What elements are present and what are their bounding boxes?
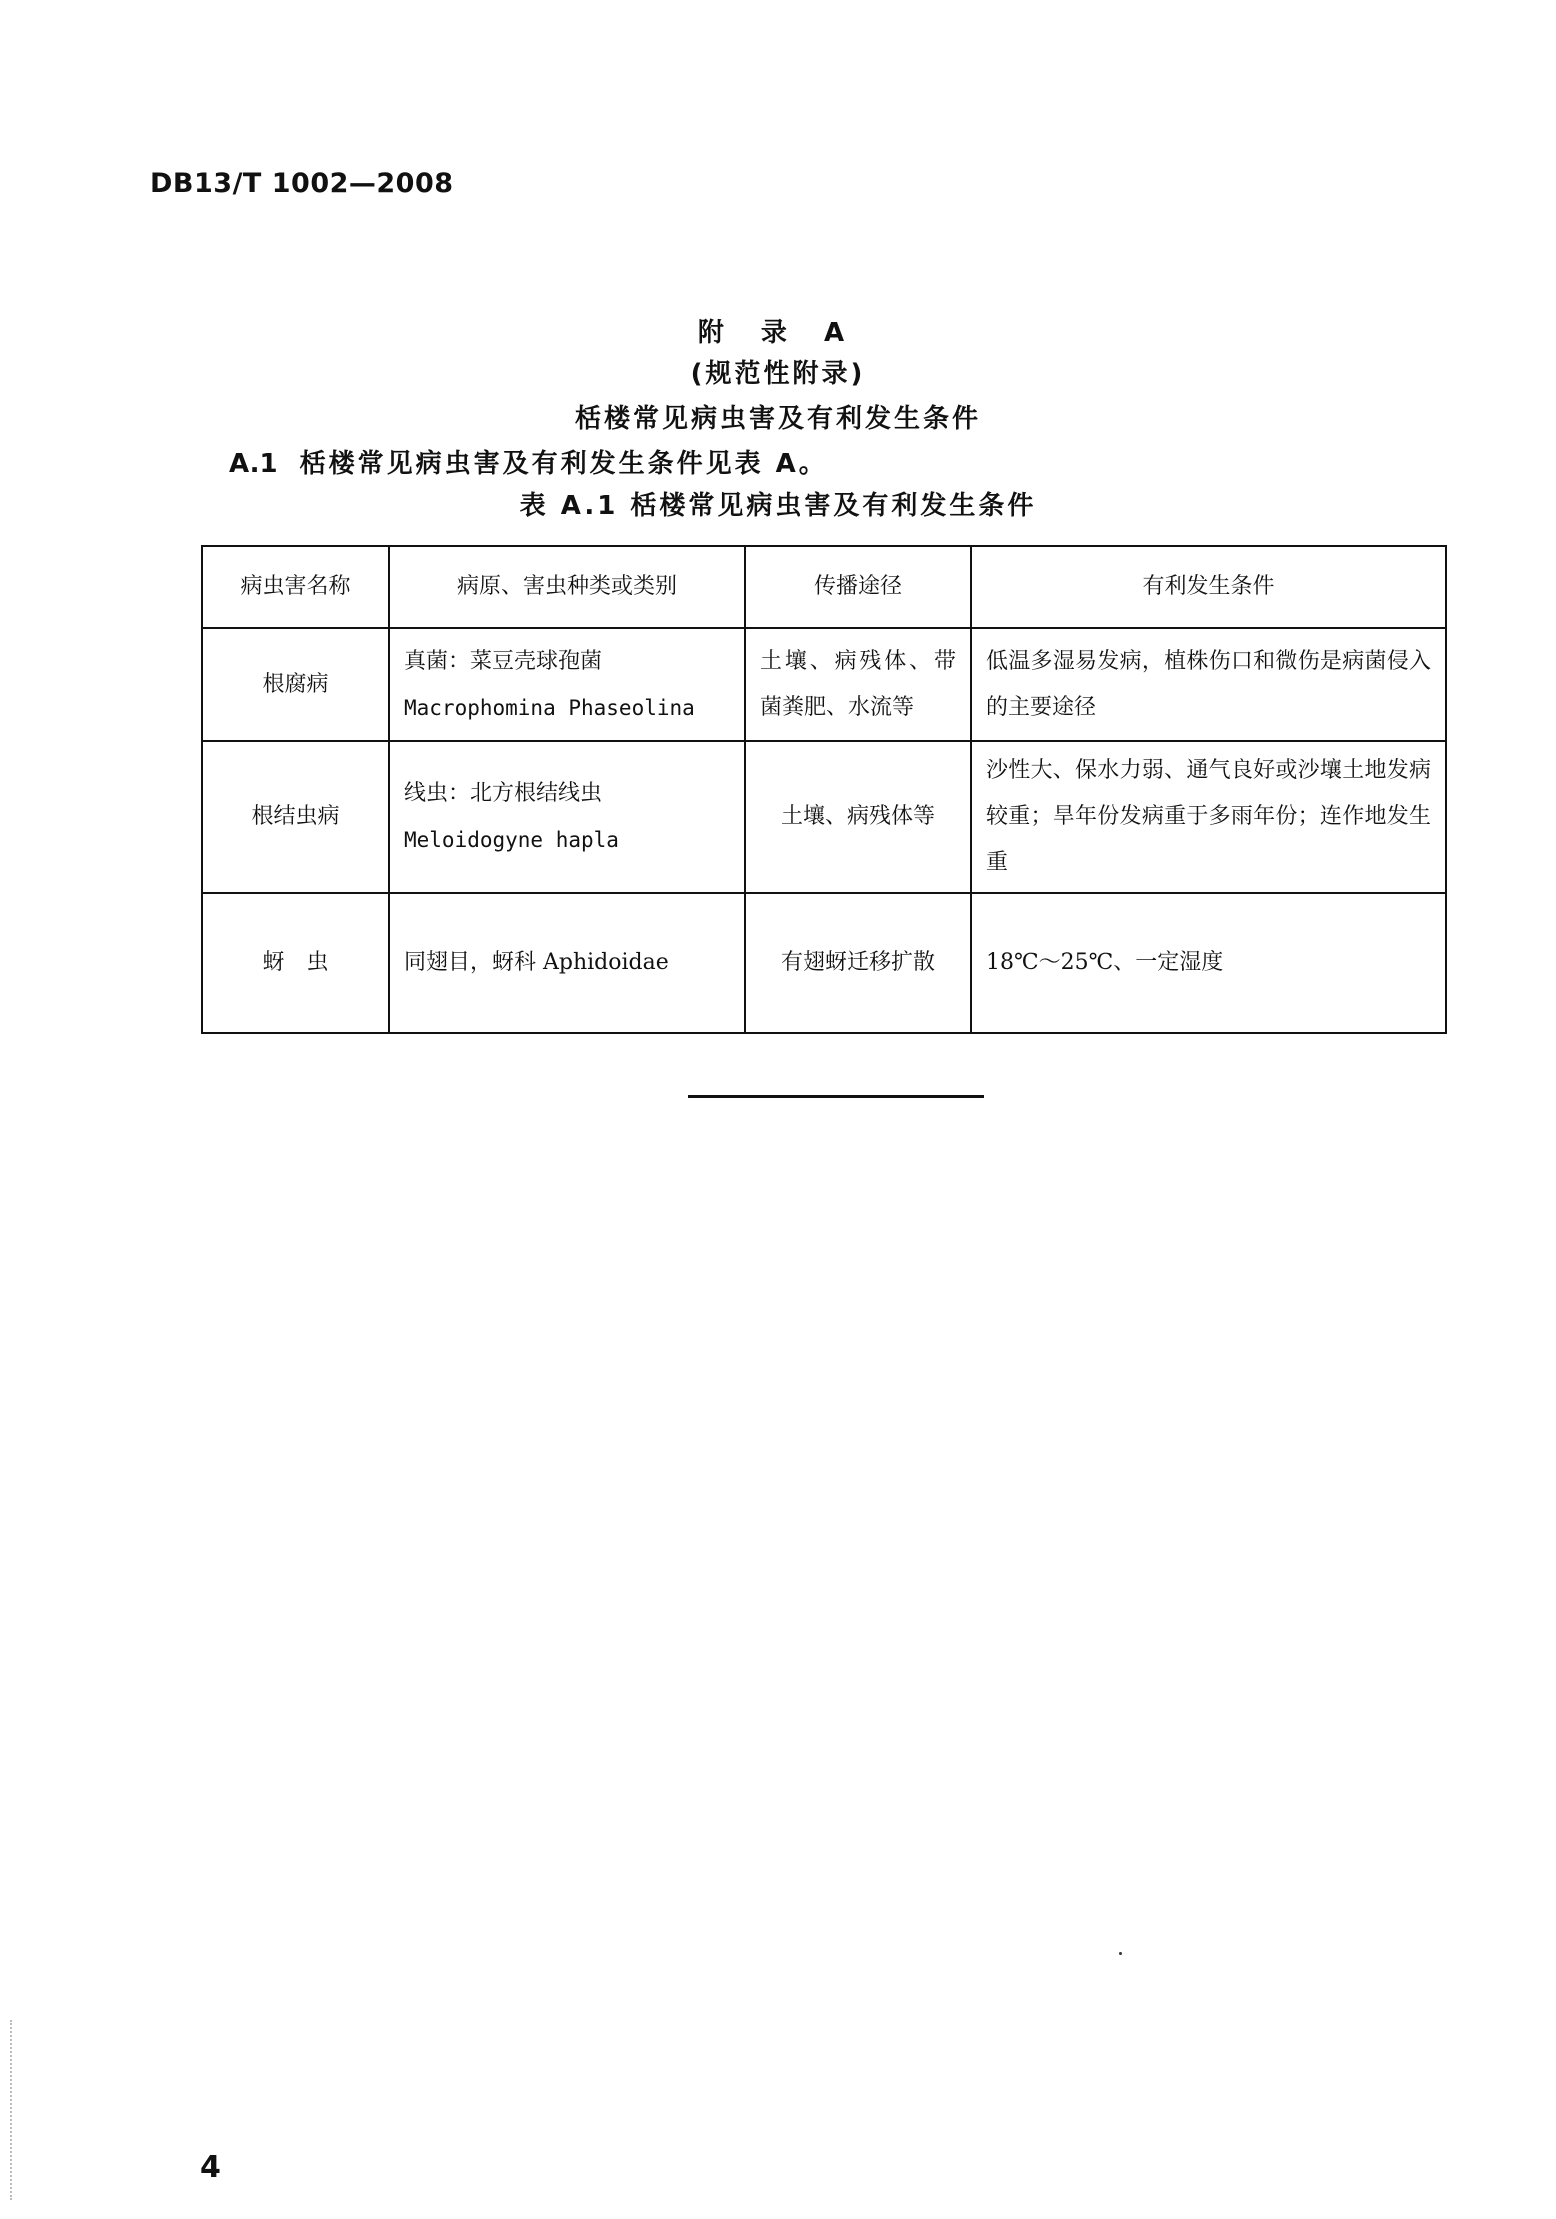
cell-name: 蚜 虫 [202, 893, 389, 1033]
pathogen-latin: Meloidogyne hapla [404, 828, 619, 852]
standard-code: DB13/T 1002—2008 [150, 168, 454, 199]
appendix-heading: 栝楼常见病虫害及有利发生条件 [574, 404, 981, 434]
table-row [202, 741, 1446, 893]
cell-name: 根腐病 [202, 628, 389, 741]
scan-speck [1119, 1952, 1122, 1955]
section-a1 [229, 443, 828, 480]
header-route: 传播途径 [745, 546, 971, 628]
pathogen-latin: Macrophomina Phaseolina [404, 695, 695, 720]
table-caption: 表 A.1 栝楼常见病虫害及有利发生条件 [519, 491, 1037, 521]
cell-name: 根结虫病 [202, 741, 389, 893]
cell-conditions: 18℃～25℃、一定湿度 [971, 893, 1446, 1033]
appendix-title: 附 录 A [697, 318, 859, 348]
pest-table [201, 545, 1447, 1034]
table-header-row [202, 546, 1446, 628]
table-row [202, 628, 1446, 741]
section-text: 栝楼常见病虫害及有利发生条件见表 A。 [299, 449, 828, 479]
cell-pathogen [389, 893, 745, 1033]
end-rule [688, 1095, 984, 1098]
scan-edge-dots [10, 2020, 14, 2200]
header-pathogen: 病原、害虫种类或类别 [389, 546, 745, 628]
section-number: A.1 [229, 449, 278, 479]
page-number: 4 [200, 2150, 221, 2185]
pathogen-cn: 线虫：北方根结线虫 [404, 781, 603, 806]
cell-route: 土壤、病残体、带菌粪肥、水流等 [745, 628, 971, 741]
cell-conditions: 低温多湿易发病，植株伤口和微伤是病菌侵入的主要途径 [971, 628, 1446, 741]
appendix-type: (规范性附录) [690, 359, 866, 389]
cell-route: 有翅蚜迁移扩散 [745, 893, 971, 1033]
pathogen-cn: 同翅目，蚜科 Aphidoidae [404, 950, 669, 975]
header-name: 病虫害名称 [202, 546, 389, 628]
cell-conditions: 沙性大、保水力弱、通气良好或沙壤土地发病较重；旱年份发病重于多雨年份；连作地发生重 [971, 741, 1446, 893]
header-conditions: 有利发生条件 [971, 546, 1446, 628]
cell-pathogen [389, 741, 745, 893]
pathogen-cn: 真菌：菜豆壳球孢菌 [404, 648, 603, 674]
cell-pathogen [389, 628, 745, 741]
table-row [202, 893, 1446, 1033]
cell-route: 土壤、病残体等 [745, 741, 971, 893]
